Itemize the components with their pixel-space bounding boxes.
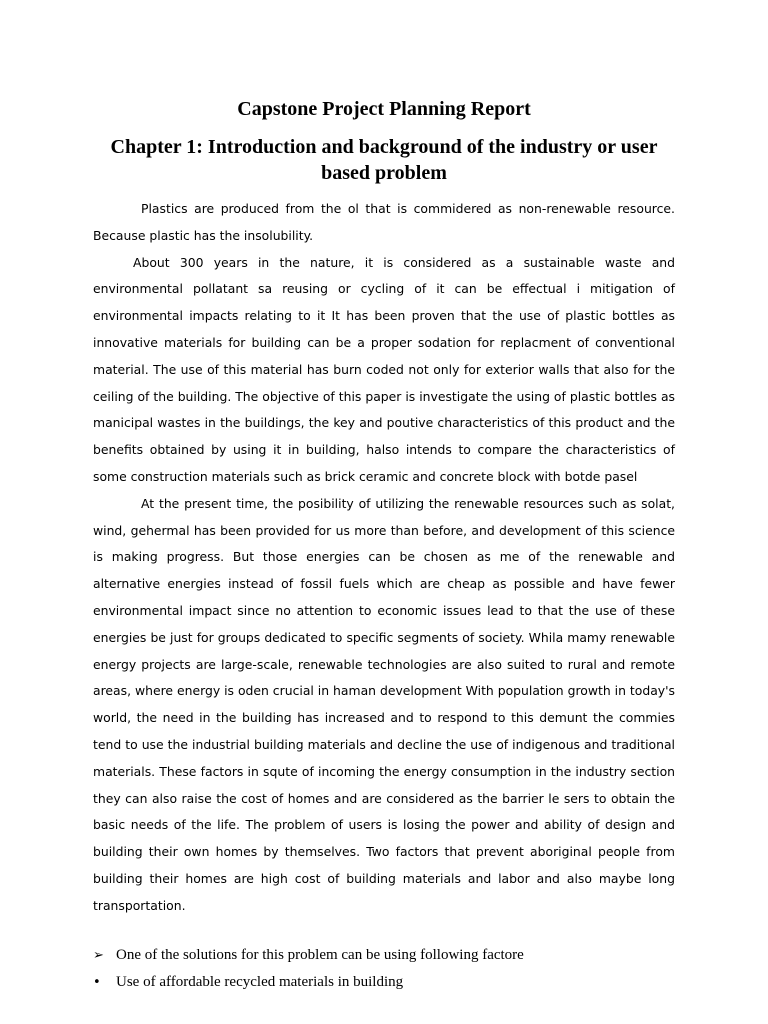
paragraph: About 300 years in the nature, it is considered as a sustainable waste and environmental pollatant sa reusing or cycling of it can be effectual i mitigation of environmental impacts relating to it It has been proven that the use of plastic bottles as innovative materials for building can be a proper sodation for replacment of conventional material. The use of this material has burn coded not only for exterior walls that also for the ceiling of the building. The objective of this paper is investigate the using of plastic bottles as manicipal wastes in the buildings, the key and poutive characteristics of this product and the benefits obtained by using it in building, halso intends to compare the characteristics of some construction materials such as brick ceramic and concrete block with botde pasel (93, 254, 675, 484)
paragraph: At the present time, the posibility of utilizing the renewable resources such as solat, wind, gehermal has been provided for us more than before, and development of this science is making progress. But those energies can be chosen as me of the renewable and alternative energies instead of fossil fuels which are cheap as possible and have fewer environmental impact since no attention to economic issues lead to that the use of these energies be just for groups dedicated to specific segments of society. Whila mamy renewable energy projects are large-scale, renewable technologies are also suited to rural and remote areas, where energy is oden crucial in haman development With population growth in today's world, the need in the building has increased and to respond to this demunt the commies tend to use the industrial building materials and decline the use of indigenous and traditional materials. These factors in squte of incoming the energy consumption in the industry section they can also raise the cost of homes and are considered as the barrier le sers to obtain the basic needs of the life. The problem of users is losing the power and ability of design and building their own homes by themselves. Two factors that prevent aboriginal people from building their homes are high cost of building materials and labor and also maybe long transportation. (93, 495, 675, 913)
chapter-title: Chapter 1: Introduction and background of the industry or user based problem (110, 136, 658, 184)
list-item (93, 942, 675, 969)
dot-bullet-icon: • (93, 975, 101, 990)
bullet-list (93, 942, 675, 996)
list-item-text: One of the solutions for this problem can be using following factore (116, 947, 524, 963)
list-item (93, 969, 675, 996)
report-title: Capstone Project Planning Report (237, 98, 531, 120)
paragraph: Plastics are produced from the ol that is commidered as non-renewable resource. Because plastic has the insolubility. (93, 201, 675, 243)
list-item-text: Use of affordable recycled materials in building (116, 974, 404, 990)
body-text (93, 196, 675, 920)
arrow-bullet-icon: ➢ (93, 948, 104, 963)
